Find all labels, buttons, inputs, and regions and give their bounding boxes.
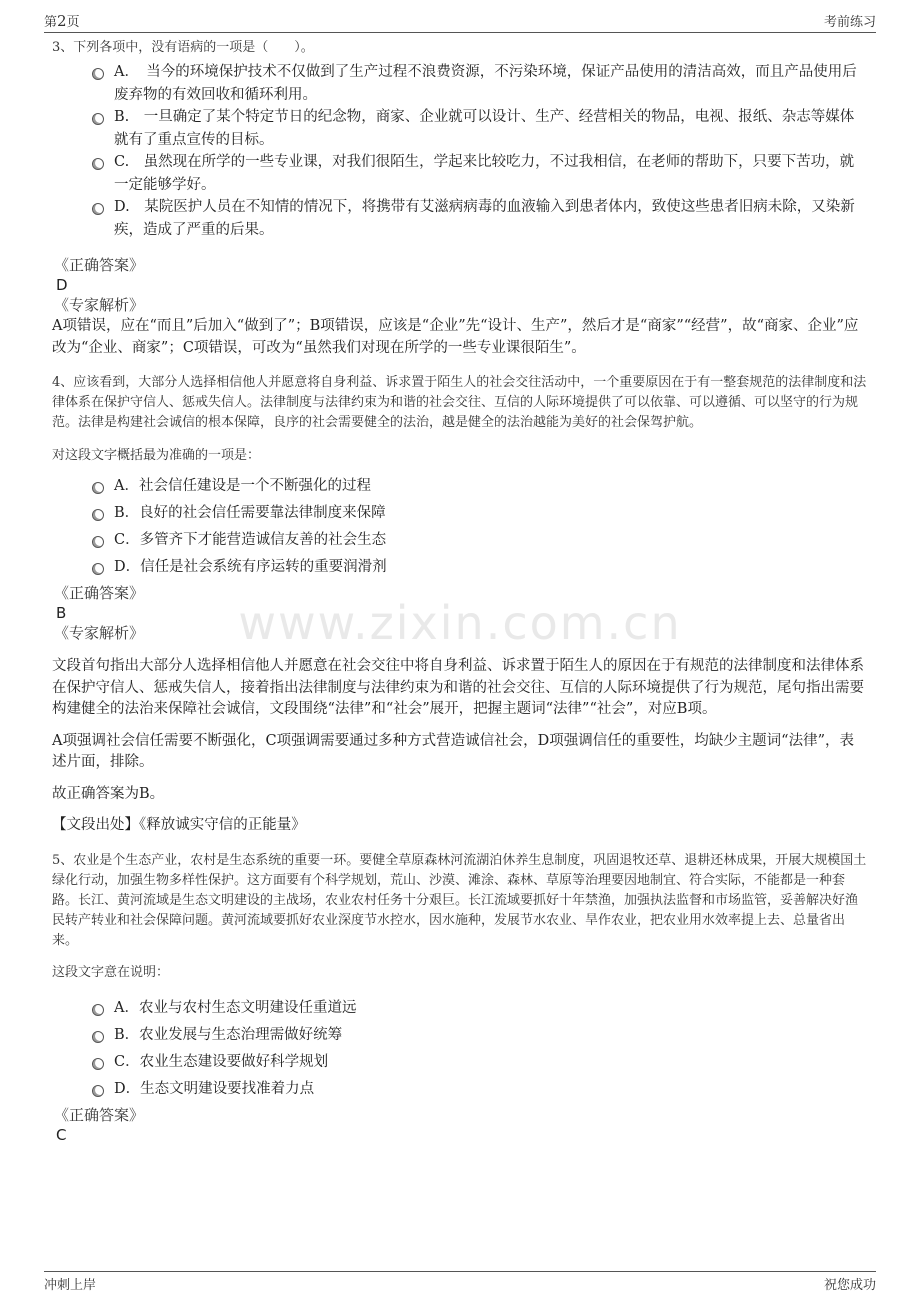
q3-stem: 3、下列各项中，没有语病的一项是（ ）。 <box>52 40 314 55</box>
option-text: C. 虽然现在所学的一些专业课，对我们很陌生，学起来比较吃力，不过我相信，在老师的帮助下，只要下苦功，就一定能够学好。 <box>114 154 855 193</box>
q5-options <box>92 997 868 1105</box>
page-num: 2 <box>57 12 67 30</box>
page-suffix: 页 <box>66 15 80 30</box>
radio-icon[interactable] <box>92 563 104 575</box>
radio-icon[interactable] <box>92 1004 104 1016</box>
q4-analysis-2: A项强调社会信任需要不断强化，C项强调需要通过多种方式营造诚信社会，D项强调信任的重要性，均缺少主题词“法律”，表述片面，排除。 <box>52 732 855 770</box>
q4-stem: 4、应该看到，大部分人选择相信他人并愿意将自身利益、诉求置于陌生人的社会交往活动中，一个重要原因在于有一整套规范的法律制度和法律体系在保护守信人、惩戒失信人。法律制度与法律约束为和谐的社会交往、互信的人际环境提供了可以依靠、可以遵循、可以坚守的行为规范。法律是构建社会诚信的根本保障，良序的社会需要健全的法治，越是健全的法治越能为美好的社会保驾护航。 <box>52 375 867 430</box>
watermark: www.zixin.com.cn <box>238 596 682 650</box>
q3-options <box>92 61 868 241</box>
q5-answer-label: 《正确答案》 <box>54 1105 145 1124</box>
q5-option-c[interactable] <box>92 1051 868 1078</box>
q5-answer: C <box>56 1125 67 1144</box>
q5-option-b[interactable] <box>92 1024 868 1051</box>
page-footer <box>44 1271 876 1292</box>
q4-analysis-1: 文段首句指出大部分人选择相信他人并愿意在社会交往中将自身利益、诉求置于陌生人的原因在于有规范的法律制度和法律体系在保护守信人、惩戒失信人，接着指出法律制度与法律约束为和谐的社会交往、互信的人际环境提供了行为规范，尾句指出需要构建健全的法治来保障社会诚信，文段围绕“法律”和“社会”展开，把握主题词“法律”“社会”，对应B项。 <box>52 658 864 717</box>
option-text: B. 一旦确定了某个特定节日的纪念物，商家、企业就可以设计、生产、经营相关的物品，电视、报纸、杂志等媒体就有了重点宣传的目标。 <box>114 109 855 148</box>
q4-source: 【文段出处】《释放诚实守信的正能量》 <box>52 817 306 833</box>
q5-option-a[interactable] <box>92 997 868 1024</box>
q4-analysis-3: 故正确答案为B。 <box>52 785 165 802</box>
radio-icon[interactable] <box>92 509 104 521</box>
radio-icon[interactable] <box>92 536 104 548</box>
q4-option-d[interactable] <box>92 556 868 583</box>
option-text: A．社会信任建设是一个不断强化的过程 <box>114 478 371 494</box>
page-number <box>44 11 80 30</box>
q3-analysis-label: 《专家解析》 <box>54 296 145 314</box>
header-title: 考前练习 <box>823 15 876 30</box>
radio-icon[interactable] <box>92 68 104 80</box>
page-content <box>52 38 868 1145</box>
option-text: B．良好的社会信任需要靠法律制度来保障 <box>114 505 386 521</box>
q3-answer: D <box>56 276 68 294</box>
option-text: C．多管齐下才能营造诚信友善的社会生态 <box>114 532 387 548</box>
option-text: D．信任是社会系统有序运转的重要润滑剂 <box>114 559 387 575</box>
radio-icon[interactable] <box>92 203 104 215</box>
q5-option-d[interactable] <box>92 1078 868 1105</box>
option-text: A． 当今的环境保护技术不仅做到了生产过程不浪费资源，不污染环境，保证产品使用的清洁高效，而且产品使用后废弃物的有效回收和循环利用。 <box>114 64 857 103</box>
q5-stem: 5、农业是个生态产业，农村是生态系统的重要一环。要健全草原森林河流湖泊休养生息制度，巩固退牧还草、退耕还林成果，开展大规模国土绿化行动，加强生物多样性保护。这方面要有个科学规划，荒山、沙漠、滩涂、森林、草原等治理要因地制宜、符合实际，不能都是一种套路。长江、黄河流域是生态文明建设的主战场，农业农村任务十分艰巨。长江流域要抓好十年禁渔，加强执法监督和市场监管，妥善解决好渔民转产转业和社会保障问题。黄河流域要抓好农业深度节水控水，因水施种，发展节水农业、旱作农业，把农业用水效率提上去、总量省出来。 <box>52 852 867 948</box>
q3-analysis: A项错误，应在“而且”后加入“做到了”；B项错误，应该是“企业”先“设计、生产”，然后才是“商家”“经营”，故“商家、企业”应改为“企业、商家”；C项错误，可改为“虽然我们对现在所学的一些专业课很陌生”。 <box>52 318 859 356</box>
q3-option-d[interactable] <box>92 196 868 241</box>
q4-answer: B <box>56 604 67 622</box>
radio-icon[interactable] <box>92 1058 104 1070</box>
q3-answer-label: 《正确答案》 <box>54 256 145 274</box>
q4-option-a[interactable] <box>92 475 868 502</box>
page-prefix: 第 <box>44 15 58 30</box>
page-header <box>44 12 876 33</box>
footer-right: 祝您成功 <box>823 1278 876 1293</box>
radio-icon[interactable] <box>92 1085 104 1097</box>
option-text: B．农业发展与生态治理需做好统筹 <box>114 1026 343 1043</box>
option-text: C．农业生态建设要做好科学规划 <box>114 1053 329 1070</box>
option-text: D. 某院医护人员在不知情的情况下，将携带有艾滋病病毒的血液输入到患者体内，致使这些患者旧病未除，又染新疾，造成了严重的后果。 <box>114 199 855 238</box>
q3-option-b[interactable] <box>92 106 868 151</box>
q4-option-b[interactable] <box>92 502 868 529</box>
q5-question: 这段文字意在说明： <box>52 964 170 980</box>
footer-left: 冲刺上岸 <box>44 1278 97 1293</box>
q4-analysis-label: 《专家解析》 <box>54 624 145 642</box>
option-text: D．生态文明建设要找准着力点 <box>114 1080 315 1097</box>
radio-icon[interactable] <box>92 1031 104 1043</box>
q3-option-a[interactable] <box>92 61 868 106</box>
radio-icon[interactable] <box>92 482 104 494</box>
q3-option-c[interactable] <box>92 151 868 196</box>
radio-icon[interactable] <box>92 113 104 125</box>
q4-question: 对这段文字概括最为准确的一项是： <box>52 448 261 463</box>
q4-option-c[interactable] <box>92 529 868 556</box>
option-text: A．农业与农村生态文明建设任重道远 <box>114 999 357 1016</box>
q4-answer-label: 《正确答案》 <box>54 584 145 602</box>
q4-options <box>92 475 868 583</box>
radio-icon[interactable] <box>92 158 104 170</box>
